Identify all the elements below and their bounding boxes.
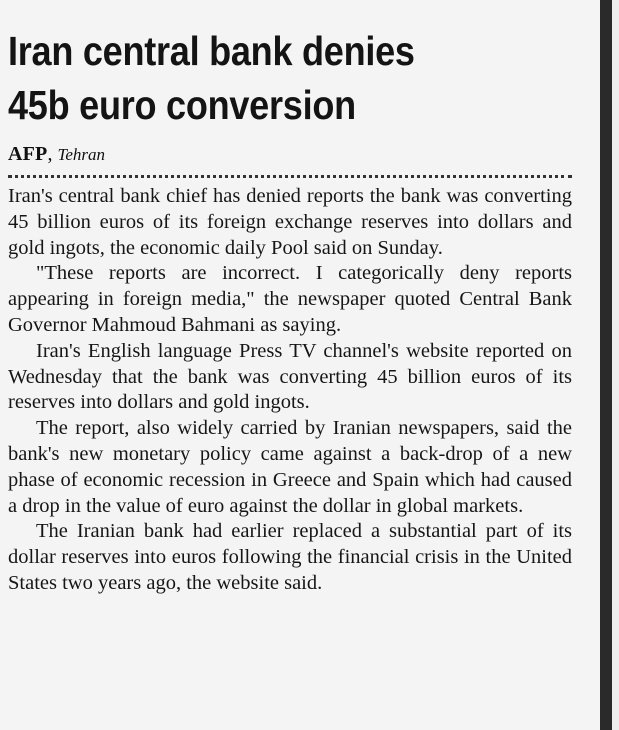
byline-agency: AFP xyxy=(8,143,48,165)
headline xyxy=(8,24,504,132)
paragraph-2: "These reports are incorrect. I categorically deny reports appearing in foreign media," the newspaper quoted Central Bank Governor Mahmoud Bahmani as saying. xyxy=(8,262,572,336)
paragraph-3: Iran's English language Press TV channel's website reported on Wednesday that the bank was converting 45 billion euros of its reserves into dollars and gold ingots. xyxy=(8,339,572,414)
headline-line-1: Iran central bank denies xyxy=(8,28,415,74)
byline xyxy=(8,142,572,167)
paragraph-5: The Iranian bank had earlier replaced a substantial part of its dollar reserves into euros following the financial crisis in the United States two years ago, the website said. xyxy=(8,520,572,594)
byline-separator: , xyxy=(47,143,58,165)
article-body xyxy=(8,184,572,597)
paragraph-4: The report, also widely carried by Iranian newspapers, said the bank's new monetary policy came against a back-drop of a new phase of economic recession in Greece and Spain which had caused a drop in the value of euro against the dollar in global markets. xyxy=(8,417,572,517)
news-article xyxy=(8,24,572,597)
byline-location: Tehran xyxy=(57,145,106,164)
column-rule xyxy=(600,0,612,730)
paragraph-1: Iran's central bank chief has denied reports the bank was converting 45 billion euros of its foreign exchange reserves into dollars and gold ingots, the economic daily Pool said on Sunday. xyxy=(8,185,572,259)
headline-line-2: 45b euro conversion xyxy=(8,82,356,128)
page-edge xyxy=(612,0,619,730)
